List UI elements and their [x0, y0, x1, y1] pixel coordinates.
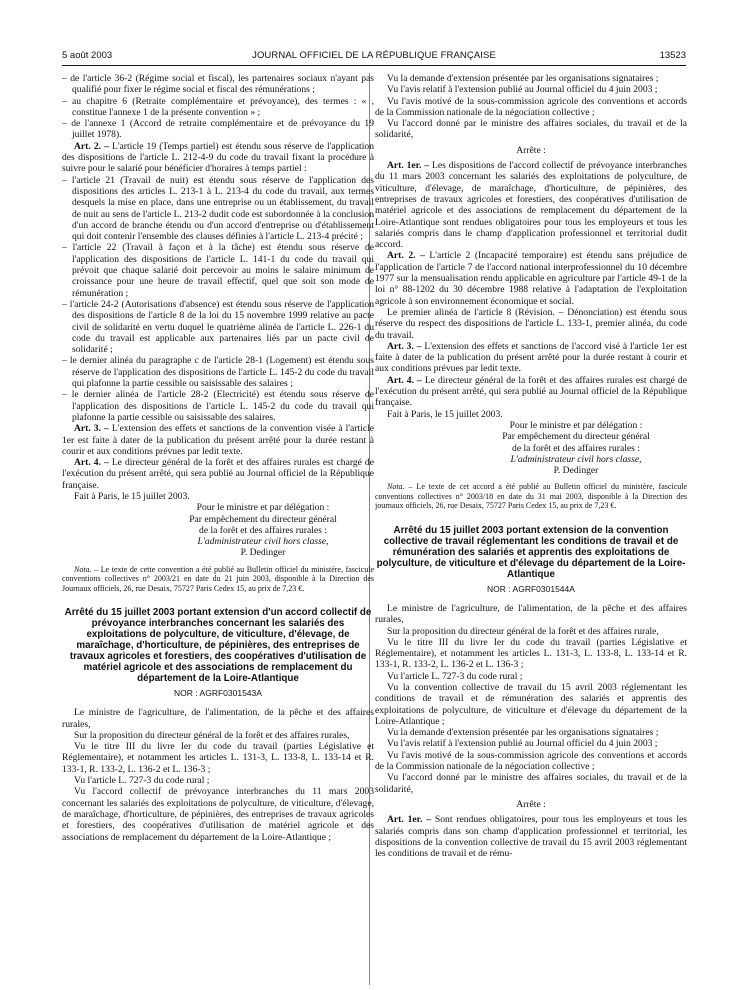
list-item: – de l'article 36-2 (Régime social et fiscal), les partenaires sociaux n'ayant pas qualifié pour fixer le régime social et fiscal des rémunérations ; — [62, 73, 374, 96]
article-3 — [375, 341, 687, 375]
list-item: – l'article 22 (Travail à façon et à la tâche) est étendu sous réserve de l'application des dispositions de l'article L. 141-1 du code du travail qui prévoit que chaque salarié doit percevoir au moins le salaire minimum de croissance pour une heure de travail effectif, quel que soit son mode de rémunération ; — [62, 242, 374, 299]
article-text: Sont rendues obligatoires, pour tous les employeurs et tous les salariés compris dans son champ d'application professionnel et territorial, les dispositions de la convention collective de travail du 15 avril 2003 réglementant les conditions de travail et de rému- — [375, 814, 687, 860]
paragraph: Vu le titre III du livre Ier du code du travail (parties Législative et Réglementaire), et notamment les articles L. 131-3, L. 133-8, L. 133-14 et R. 133-1, R. 133-2, L. 136-2 et L. 136-3 ; — [375, 636, 687, 671]
article-text: L'article 2 (Incapacité temporaire) est étendu sans préjudice de l'application de l'article 7 de l'accord national interprofessionnel du 10 décembre 1977 sur la mensualisation rendu applicable en agriculture par l'article 49-1 de la loi n° 88-1202 du 30 décembre 1988 relative à l'adaptation de l'exploitation agricole à son environnement économique et social. — [375, 250, 687, 307]
note-text: – Le texte de cette convention a été publié au Bulletin officiel du ministère, fascicule conventions collectives n° 2003/21 en date du 21 juin 2003, disponible à la Direction des Journaux officiels, 26, rue Desaix, 75727 Paris Cedex 15, au prix de 7,23 €. — [62, 564, 374, 593]
paragraph: Le ministre de l'agriculture, de l'alimentation, de la pêche et des affaires rurales, — [62, 707, 374, 730]
article-text: L'extension des effets et sanctions de l'accord visé à l'article 1er est faite à dater de la publication du présent arrêté pour la durée restant à courir et aux conditions prévues par ledit texte. — [375, 340, 687, 375]
signature-line: Par empêchement du directeur général — [189, 513, 337, 525]
nor-reference: NOR : AGRF0301544A — [487, 583, 575, 594]
note-text: – Le texte de cet accord a été publié au Bulletin officiel du ministère, fascicule conventions collectives n° 2003/18 en date du 31 mai 2003, disponible à la Direction des journaux officiels, 26, rue Desaix, 75727 Paris Cedex 15, au prix de 7,23 €. — [375, 482, 687, 511]
paragraph: Le ministre de l'agriculture, de l'alimentation, de la pêche et des affaires rurales, — [375, 602, 687, 626]
done-at: Fait à Paris, le 15 juillet 2003. — [387, 408, 503, 420]
signature-line: Pour le ministre et par délégation : — [196, 502, 330, 514]
paragraph: Vu l'avis relatif à l'extension publié au Journal officiel du 4 juin 2003 ; — [387, 738, 658, 750]
article-label: Art. 2. – — [387, 250, 425, 262]
paragraph: Vu l'avis relatif à l'extension publié au Journal officiel du 4 juin 2003 ; — [387, 84, 658, 96]
signature-block — [152, 502, 374, 558]
footnote — [375, 482, 687, 510]
header-rule — [62, 65, 686, 66]
article-label: Art. 2. – — [74, 140, 109, 152]
list-item: – l'article 24-2 (Autorisations d'absence) est étendu sous réserve de l'application des dispositions de l'article 8 de la loi du 15 novembre 1999 relative au pacte civil de solidarité en vertu duquel le quatrième alinéa de l'article L. 226-1 du code du travail est applicable aux partenaires liés par un pacte civil de solidarité ; — [62, 298, 374, 356]
note-label: Nota. — [74, 564, 92, 574]
page-header — [62, 50, 686, 66]
article-label: Art. 1er. – — [387, 160, 430, 172]
paragraph: Vu l'article L. 727-3 du code rural ; — [387, 670, 523, 682]
journal-title: JOURNAL OFFICIEL DE LA RÉPUBLIQUE FRANÇAISE — [252, 50, 496, 61]
signature-line: L'administrateur civil hors classe, — [510, 453, 642, 465]
paragraph: Sur la proposition du directeur général de la forêt et des affaires rurale, — [387, 625, 659, 637]
page-number: 13523 — [659, 50, 686, 61]
signature-block — [465, 420, 687, 476]
signatory-name: P. Dedinger — [553, 465, 599, 477]
paragraph: Vu l'article L. 727-3 du code rural ; — [74, 775, 210, 787]
list-item: – de l'annexe 1 (Accord de retraite complémentaire et de prévoyance du 19 juillet 1978). — [62, 118, 374, 141]
article-4 — [62, 457, 374, 491]
signature-line: Par empêchement du directeur général — [502, 431, 650, 443]
article-label: Art. 4. – — [387, 374, 422, 386]
article-text: L'extension des effets et sanctions de la convention visée à l'article 1er est faite à dater de la publication du présent arrêté pour la durée restant à courir et aux conditions prévues par ledit texte. — [62, 423, 374, 457]
paragraph: Vu la demande d'extension présentée par les organisations signataires ; — [387, 727, 659, 739]
paragraph: Vu la convention collective de travail du 15 avril 2003 réglementant les conditions de travail et de rémunération des salariés et apprentis des exploitations de polyculture, de viticulture et d'élevage du département de la Loire-Atlantique ; — [375, 681, 687, 727]
article-text: Le directeur général de la forêt et des affaires rurales est chargé de l'exécution du présent arrêté, qui sera publié au Journal officiel de la République française. — [62, 457, 374, 491]
article-text: Les dispositions de l'accord collectif de prévoyance interbranches du 11 mars 2003 concernant les salariés des exploitations de polyculture, de viticulture, d'élevage, de maraîchage, d'horticulture, de pépinières, des entreprises de travaux agricoles et forestiers, des coopératives d'utilisation de matériel agricole et des associations de remplacement du département de la Loire-Atlantique sont rendues obligatoires pour tous les employeurs et tous les salariés compris dans le champ d'application professionnel et territorial dudit accord. — [375, 160, 687, 251]
note-label: Nota. — [387, 482, 405, 492]
arrete-heading: Arrête : — [516, 144, 546, 156]
article-label: Art. 3. – — [387, 340, 422, 352]
article-2 — [62, 141, 374, 175]
paragraph: Sur la proposition du directeur général de la forêt et des affaires rurales, — [74, 729, 350, 741]
list-item: – au chapitre 6 (Retraite complémentaire et prévoyance), des termes : « , constitue l'annexe 1 de la présente convention » ; — [62, 95, 374, 118]
article-3 — [62, 423, 374, 457]
signature-line: de la forêt et des affaires rurales : — [199, 524, 327, 536]
paragraph: Le premier alinéa de l'article 8 (Révision. – Dénonciation) est étendu sous réserve du respect des dispositions de l'article L. 133-1, premier alinéa, du code du travail. — [375, 306, 687, 341]
decree-title: Arrêté du 15 juillet 2003 portant extension d'un accord collectif de prévoyance interbranches concernant les salariés des exploitations de polyculture, de viticulture, d'élevage, de maraîchage, d'horticulture, de pépinières, des entreprises de travaux agricoles et forestiers, des coopératives d'utilisation de matériel agricole et des associations de remplacement du département de la Loire-Atlantique — [64, 606, 372, 684]
decree-title: Arrêté du 15 juillet 2003 portant extension de la convention collective de travail réglementant les conditions de travail et de rémunération des salariés et apprentis des exploitations de polyculture, de viticulture et d'élevage du département de la Loire-Atlantique — [376, 524, 686, 580]
article-1 — [375, 160, 687, 250]
header-date: 5 août 2003 — [62, 50, 113, 61]
article-4 — [375, 375, 687, 409]
signature-line: de la forêt et des affaires rurales : — [512, 442, 640, 454]
signatory-name: P. Dedinger — [240, 547, 286, 559]
article-text: L'article 19 (Temps partiel) est étendu sous réserve de l'application des dispositions de l'article L. 212-4-9 du code du travail fixant la procédure à suivre pour le salarié pour bénéficier d'horaires à temps partiel : — [62, 140, 374, 175]
list-item: – l'article 21 (Travail de nuit) est étendu sous réserve de l'application des dispositions des articles L. 213-1 à L. 213-4 du code du travail, aux termes desquels la mise en place, dans une entreprise ou un établissement, du travail de nuit au sens de l'article L. 213-2 dudit code est subordonnée à la conclusion d'un accord de branche étendu ou d'un accord d'entreprise ou d'établissement qui doit contenir l'ensemble des clauses définies à l'article L. 213-4 précité ; — [62, 174, 374, 243]
nor-reference: NOR : AGRF0301543A — [174, 687, 262, 698]
signature-line: Pour le ministre et par délégation : — [509, 419, 643, 431]
paragraph: Vu la demande d'extension présentée par les organisations signataires ; — [387, 73, 659, 84]
list-item: – le dernier alinéa du paragraphe c de l'article 28-1 (Logement) est étendu sous réserve de l'application des dispositions de l'article L. 145-2 du code du travail qui plafonne la partie cessible ou saisissable des salaires ; — [62, 355, 374, 390]
article-2 — [375, 250, 687, 306]
article-text: Le directeur général de la forêt et des affaires rurales est chargé de l'exécution du présent arrêté, qui sera publié au Journal officiel de la République française. — [375, 374, 687, 409]
paragraph: Vu l'accord donné par le ministre des affaires sociales, du travail et de la solidarité, — [375, 772, 687, 795]
left-column — [62, 73, 374, 985]
list-item: – le dernier alinéa de l'article 28-2 (Electricité) est étendu sous réserve de l'application des dispositions de l'article L. 145-2 du code du travail qui plafonne la partie cessible ou saisissable des salaires. — [62, 389, 374, 423]
done-at: Fait à Paris, le 15 juillet 2003. — [74, 490, 190, 502]
signature-line: L'administrateur civil hors classe, — [197, 536, 329, 548]
article-label: Art. 3. – — [74, 423, 109, 435]
footnote — [62, 565, 374, 593]
right-column — [375, 73, 687, 985]
article-label: Art. 1er. – — [387, 814, 432, 826]
arrete-heading: Arrête : — [516, 798, 546, 810]
paragraph: Vu le titre III du livre Ier du code du travail (parties Législative et Réglementaire), et notamment les articles L. 131-3, L. 133-8, L. 133-14 et R. 133-1, R. 133-2, L. 136-2 et L. 136-3 ; — [62, 741, 374, 775]
paragraph: Vu l'accord donné par le ministre des affaires sociales, du travail et de la solidarité, — [375, 118, 687, 141]
paragraph: Vu l'avis motivé de la sous-commission agricole des conventions et accords de la Commission nationale de la négociation collective ; — [375, 95, 687, 118]
paragraph: Vu l'avis motivé de la sous-commission agricole des conventions et accords de la Commission nationale de la négociation collective ; — [375, 749, 687, 773]
article-1 — [375, 814, 687, 859]
paragraph: Vu l'accord collectif de prévoyance interbranches du 11 mars 2003 concernant les salariés des exploitations de polyculture, de viticulture, d'élevage, de maraîchage, d'horticulture, de pépinières, des entreprises de travaux agricoles et forestiers, des coopératives d'utilisation de matériel agricole et des associations de remplacement du département de la Loire-Atlantique ; — [62, 786, 374, 843]
article-label: Art. 4. – — [74, 457, 109, 469]
